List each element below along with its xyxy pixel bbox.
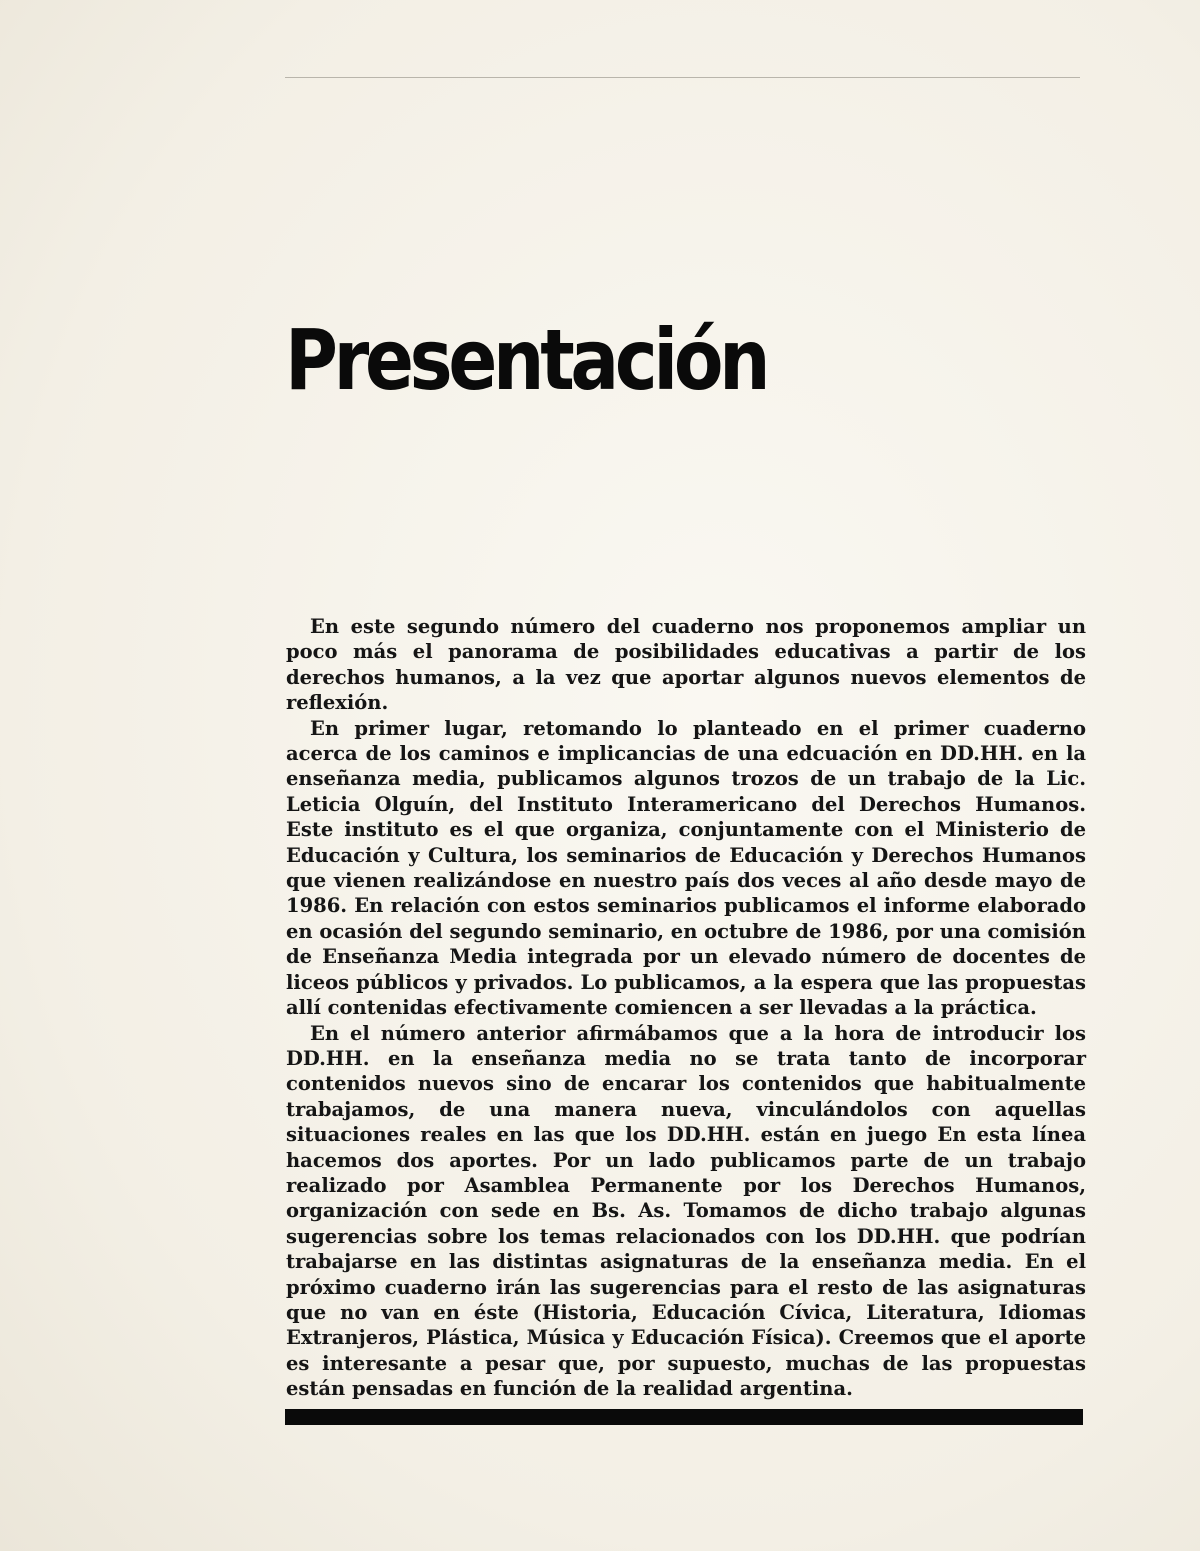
paragraph-3: En el número anterior afirmábamos que a la hora de introducir los DD.HH. en la enseñanza media no se trata tanto de incorporar contenidos nuevos sino de encarar los contenidos que habitualmente trabajamos, de una manera nueva, vinculándolos con aquellas situaciones reales en las que los DD.HH. están en juego En esta línea hacemos dos aportes. Por un lado publicamos parte de un trabajo realizado por Asamblea Permanente por los Derechos Humanos, organización con sede en Bs. As. Tomamos de dicho trabajo algunas sugerencias sobre los temas relacionados con los DD.HH. que podrían trabajarse en las distintas asignaturas de la enseñanza media. En el próximo cuaderno irán las sugerencias para el resto de las asignaturas que no van en éste (Historia, Educación Cívica, Literatura, Idiomas Extranjeros, Plástica, Música y Educación Física). Creemos que el aporte es interesante a pesar que, por supuesto, muchas de las propuestas están pensadas en función de la realidad argentina. (286, 1021, 1086, 1401)
top-rule (285, 77, 1080, 78)
body-text (286, 614, 1086, 1402)
bottom-rule-bar (285, 1409, 1083, 1425)
paragraph-1: En este segundo número del cuaderno nos proponemos ampliar un poco más el panorama de posibilidades educativas a partir de los derechos humanos, a la vez que aportar algunos nuevos elementos de reflexión. (286, 615, 1086, 715)
page-title: Presentación (285, 311, 767, 409)
paragraph-2: En primer lugar, retomando lo planteado en el primer cuaderno acerca de los caminos e implicancias de una edcuación en DD.HH. en la enseñanza media, publicamos algunos trozos de un trabajo de la Lic. Leticia Olguín, del Instituto Interamericano del Derechos Humanos. Este instituto es el que organiza, conjuntamente con el Ministerio de Educación y Cultura, los seminarios de Educación y Derechos Humanos que vienen realizándose en nuestro país dos veces al año desde mayo de 1986. En relación con estos seminarios publicamos el informe elaborado en ocasión del segundo seminario, en octubre de 1986, por una comisión de Enseñanza Media integrada por un elevado número de docentes de liceos públicos y privados. Lo publicamos, a la espera que las propuestas allí contenidas efectivamente comiencen a ser llevadas a la práctica. (286, 716, 1086, 1020)
